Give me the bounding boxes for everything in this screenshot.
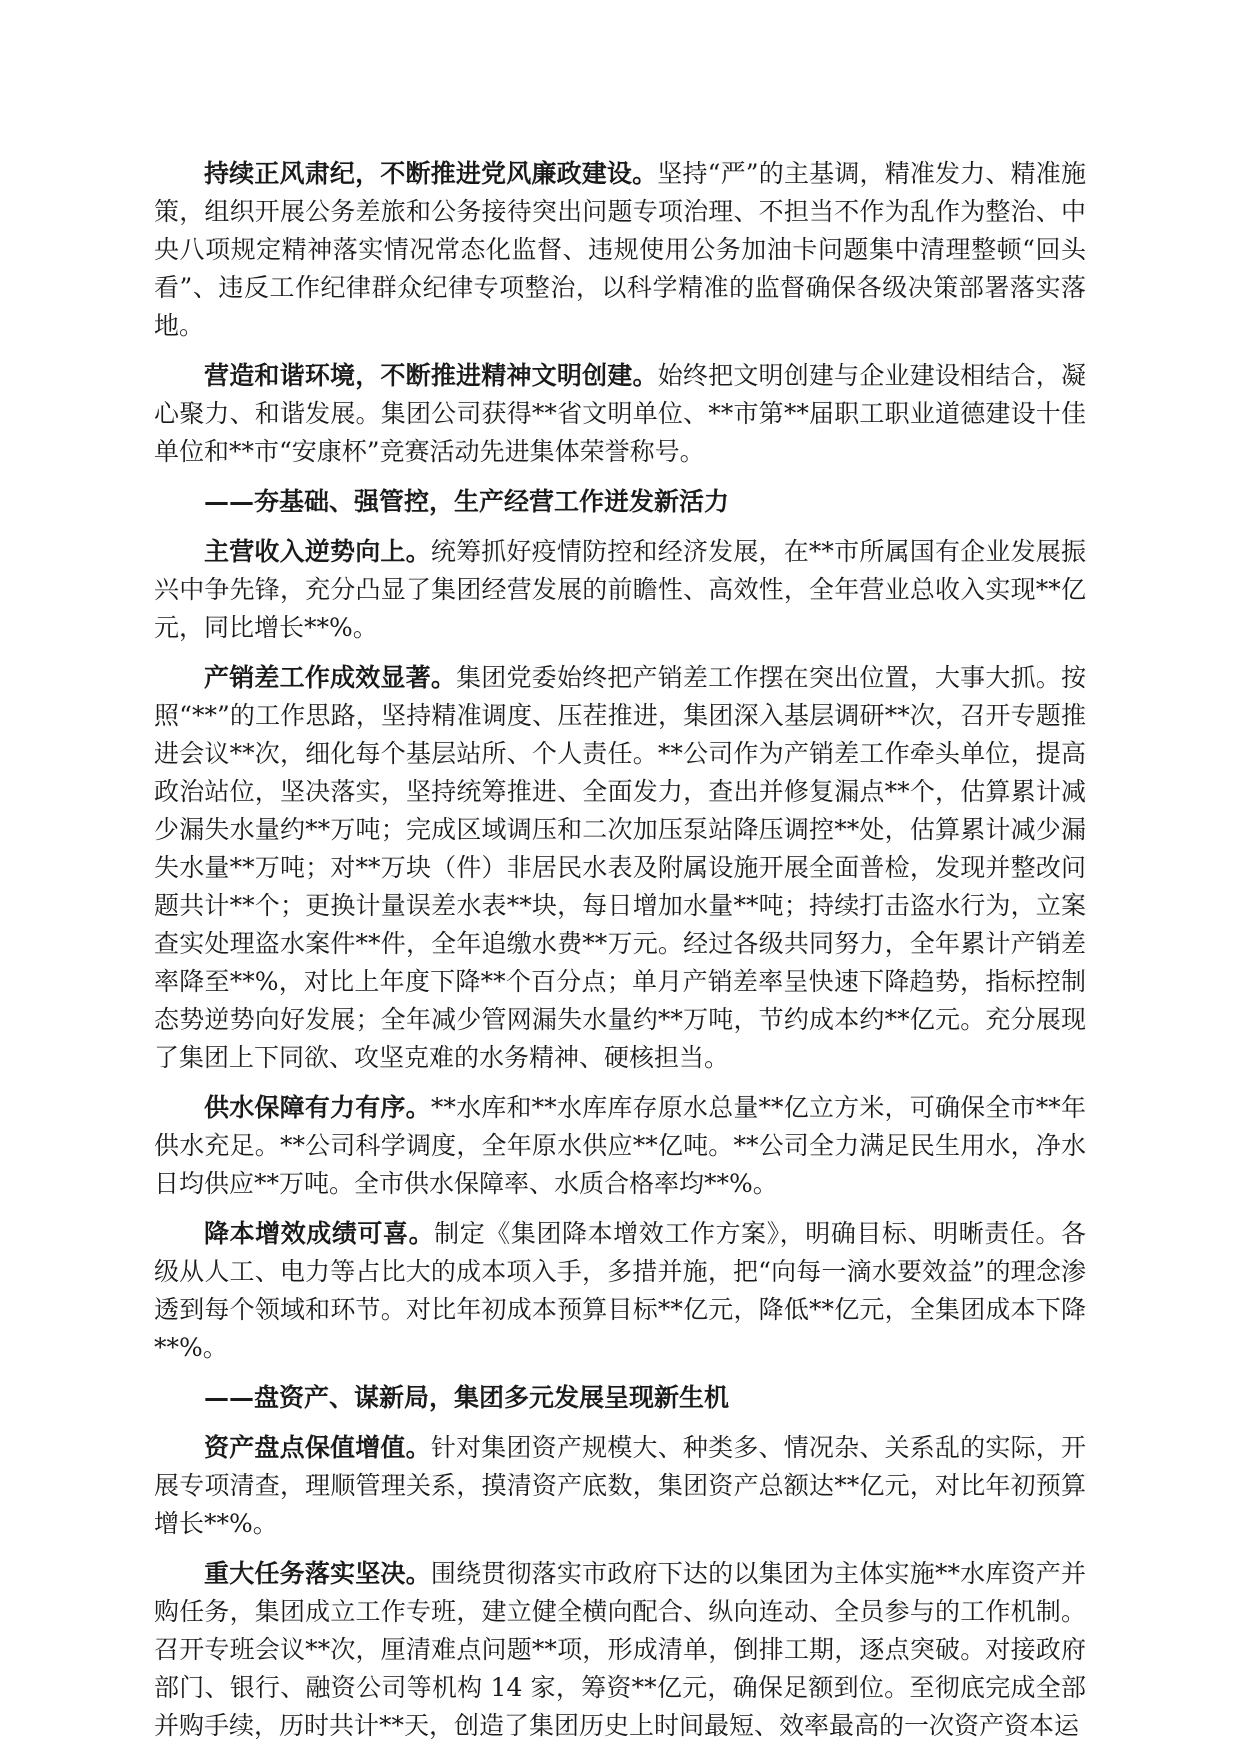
paragraph-text: 坚持“严”的主基调，精准发力、精准施策，组织开展公务差旅和公务接待突出问题专项治理、不担当不作为乱作为整治、中央八项规定精神落实情况常态化监督、违规使用公务加油卡问题集中清理整顿“回头看”、违反工作纪律群众纪律专项整治，以科学精准的监督确保各级决策部署落实落地。: [154, 159, 1086, 340]
paragraph-lead: 产销差工作成效显著。: [204, 663, 457, 692]
section-heading-assets: ——盘资产、谋新局，集团多元发展呈现新生机: [204, 1383, 730, 1412]
paragraph-text: 针对集团资产规模大、种类多、情况杂、关系乱的实际，开展专项清查，理顺管理关系，摸清资产底数，集团资产总额达**亿元，对比年初预算增长**%。: [154, 1433, 1086, 1538]
paragraph-lead: 降本增效成绩可喜。: [204, 1219, 435, 1248]
paragraph-text: **水库和**水库库存原水总量**亿立方米，可确保全市**年供水充足。**公司科学调度，全年原水供应**亿吨。**公司全力满足民生用水，净水日均供应**万吨。全市供水保障率、水质合格率均**%。: [154, 1093, 1086, 1198]
paragraph-water-supply: [154, 1089, 1086, 1203]
paragraph-revenue: [154, 533, 1086, 647]
paragraph-text: 围绕贯彻落实市政府下达的以集团为主体实施**水库资产并购任务，集团成立工作专班，建立健全横向配合、纵向连动、全员参与的工作机制。召开专班会议**次，厘清难点问题**项，形成清单，倒排工期，逐点突破。对接政府部门、银行、融资公司等机构 14 家，筹资**亿元，确保足额到位。至彻底完成全部并购手续，历时共计**天，创造了集团历史上时间最短、效率最高的一次资产资本运: [154, 1559, 1086, 1740]
document-body: [154, 155, 1086, 1757]
section-heading-production: ——夯基础、强管控，生产经营工作迸发新活力: [204, 487, 730, 516]
paragraph-lead: 重大任务落实坚决。: [204, 1559, 431, 1588]
paragraph-integrity: [154, 155, 1086, 345]
paragraph-text: 始终把文明创建与企业建设相结合，凝心聚力、和谐发展。集团公司获得**省文明单位、**市第**届职工职业道德建设十佳单位和**市“安康杯”竞赛活动先进集体荣誉称号。: [154, 361, 1086, 466]
paragraph-nonrevenue-water: [154, 659, 1086, 1077]
paragraph-lead: 资产盘点保值增值。: [204, 1433, 431, 1462]
paragraph-lead: 营造和谐环境，不断推进精神文明创建。: [204, 361, 658, 390]
paragraph-lead: 主营收入逆势向上。: [204, 537, 431, 566]
paragraph-asset-inventory: [154, 1429, 1086, 1543]
paragraph-text: 统筹抓好疫情防控和经济发展，在**市所属国有企业发展振兴中争先锋，充分凸显了集团经营发展的前瞻性、高效性，全年营业总收入实现**亿元，同比增长**%。: [154, 537, 1086, 642]
paragraph-major-tasks: [154, 1555, 1086, 1745]
paragraph-text: 集团党委始终把产销差工作摆在突出位置，大事大抓。按照“**”的工作思路，坚持精准调度、压茬推进，集团深入基层调研**次，召开专题推进会议**次，细化每个基层站所、个人责任。**公司作为产销差工作牵头单位，提高政治站位，坚决落实，坚持统筹推进、全面发力，查出并修复漏点**个，估算累计减少漏失水量约**万吨；完成区域调压和二次加压泵站降压调控**处，估算累计减少漏失水量**万吨；对**万块（件）非居民水表及附属设施开展全面普检，发现并整改问题共计**个；更换计量误差水表**块，每日增加水量**吨；持续打击盗水行为，立案查实处理盗水案件**件，全年追缴水费**万元。经过各级共同努力，全年累计产销差率降至**%，对比上年度下降**个百分点；单月产销差率呈快速下降趋势，指标控制态势逆势向好发展；全年减少管网漏失水量约**万吨，节约成本约**亿元。充分展现了集团上下同欲、攻坚克难的水务精神、硬核担当。: [154, 663, 1086, 1072]
paragraph-lead: 持续正风肃纪，不断推进党风廉政建设。: [204, 159, 658, 188]
paragraph-cost-reduction: [154, 1215, 1086, 1367]
paragraph-civilization: [154, 357, 1086, 471]
paragraph-text: 制定《集团降本增效工作方案》，明确目标、明晰责任。各级从人工、电力等占比大的成本项入手，多措并施，把“向每一滴水要效益”的理念渗透到每个领域和环节。对比年初成本预算目标**亿元，降低**亿元，全集团成本下降**%。: [154, 1219, 1086, 1362]
paragraph-lead: 供水保障有力有序。: [204, 1093, 431, 1122]
